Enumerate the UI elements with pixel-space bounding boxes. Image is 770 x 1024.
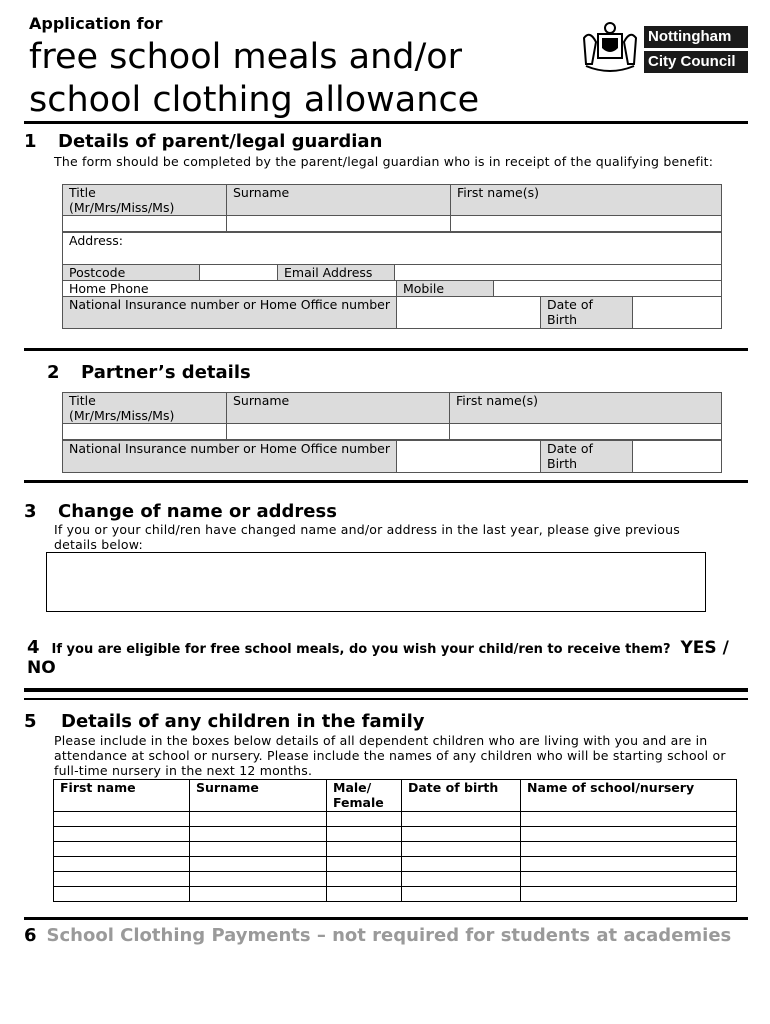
table-row xyxy=(54,842,737,857)
ni-input[interactable] xyxy=(397,441,541,473)
section-number: 3 xyxy=(24,501,37,522)
address-field[interactable]: Address: xyxy=(63,233,722,265)
form-title-line-2: school clothing allowance xyxy=(29,80,480,120)
section-2-heading xyxy=(47,362,251,383)
section-title: Details of any children in the family xyxy=(61,711,425,732)
surname-label: Surname xyxy=(227,185,451,216)
section-6-heading xyxy=(24,924,744,947)
table-row xyxy=(54,872,737,887)
surname-label: Surname xyxy=(227,393,450,424)
section-number: 2 xyxy=(47,362,60,383)
divider xyxy=(24,688,748,692)
parent-ni-table xyxy=(62,296,722,329)
title-input[interactable] xyxy=(63,424,227,440)
section-5-note: Please include in the boxes below details of all dependent children who are living with you and are in attendance at school or nursery. Please include the names of any children who will be starting school or full-time nursery in the next 12 months. xyxy=(54,733,726,778)
form-title xyxy=(29,36,569,122)
council-logo xyxy=(580,20,750,74)
postcode-input[interactable] xyxy=(200,265,278,281)
dob-label: Date of Birth xyxy=(541,297,633,329)
table-row xyxy=(54,857,737,872)
title-label-cell: Title (Mr/Mrs/Miss/Ms) xyxy=(63,185,227,216)
firstname-input[interactable] xyxy=(450,424,722,440)
section-5-heading xyxy=(24,711,424,732)
firstname-label: First name(s) xyxy=(450,393,722,424)
header-date-of-birth: Date of birth xyxy=(402,780,521,812)
table-row xyxy=(54,812,737,827)
ni-label: National Insurance number or Home Office number xyxy=(63,441,397,473)
logo-text-line-2: City Council xyxy=(644,51,748,73)
email-input[interactable] xyxy=(395,265,722,281)
section-title: School Clothing Payments – not required for students at academies xyxy=(46,925,732,946)
header-gender: Male/ Female xyxy=(327,780,402,812)
section-4-question xyxy=(27,637,747,678)
coat-of-arms-icon xyxy=(580,20,640,74)
parent-phone-table xyxy=(62,280,722,297)
dob-label: Date of Birth xyxy=(541,441,633,473)
table-row xyxy=(54,827,737,842)
section-number: 5 xyxy=(24,711,37,732)
parent-details-table xyxy=(62,184,722,232)
ni-label: National Insurance number or Home Office number xyxy=(63,297,397,329)
section-number: 1 xyxy=(24,131,37,152)
section-number: 4 xyxy=(27,637,40,658)
parent-contact-table xyxy=(62,264,722,281)
partner-ni-table xyxy=(62,440,722,473)
section-number: 6 xyxy=(24,925,37,946)
postcode-label: Postcode xyxy=(63,265,200,281)
mobile-label: Mobile xyxy=(397,281,494,297)
firstname-input[interactable] xyxy=(451,216,722,232)
ni-input[interactable] xyxy=(397,297,541,329)
dob-input[interactable] xyxy=(633,441,722,473)
surname-input[interactable] xyxy=(227,216,451,232)
firstname-label: First name(s) xyxy=(451,185,722,216)
section-title: Details of parent/legal guardian xyxy=(58,131,383,152)
title-label-cell: Title (Mr/Mrs/Miss/Ms) xyxy=(63,393,227,424)
divider xyxy=(24,348,748,351)
section-1-note: The form should be completed by the parent/legal guardian who is in receipt of the qualifying benefit: xyxy=(54,154,714,169)
partner-details-table xyxy=(62,392,722,440)
children-table xyxy=(53,779,737,902)
divider xyxy=(24,480,748,483)
dob-input[interactable] xyxy=(633,297,722,329)
section-3-note: If you or your child/ren have changed name and/or address in the last year, please give previous details below: xyxy=(54,522,680,552)
divider xyxy=(24,698,748,700)
previous-details-input[interactable] xyxy=(46,552,706,612)
email-label: Email Address xyxy=(278,265,395,281)
divider xyxy=(24,917,748,920)
parent-address-table xyxy=(62,232,722,265)
section-1-heading xyxy=(24,131,382,152)
table-row xyxy=(54,887,737,902)
mobile-input[interactable] xyxy=(494,281,722,297)
header-first-name: First name xyxy=(54,780,190,812)
form-title-line-1: free school meals and/or xyxy=(29,37,463,77)
section-3-heading xyxy=(24,501,337,522)
question-text: If you are eligible for free school meals, do you wish your child/ren to receive them? xyxy=(51,642,671,657)
surname-input[interactable] xyxy=(227,424,450,440)
header-surname: Surname xyxy=(190,780,327,812)
section-title: Change of name or address xyxy=(58,501,337,522)
section-title: Partner’s details xyxy=(81,362,251,383)
logo-text-line-1: Nottingham xyxy=(644,26,748,48)
home-phone-label: Home Phone xyxy=(63,281,397,297)
title-input[interactable] xyxy=(63,216,227,232)
pre-title: Application for xyxy=(29,14,163,33)
divider xyxy=(24,121,748,124)
children-table-header xyxy=(54,780,737,812)
header-school: Name of school/nursery xyxy=(521,780,737,812)
yes-no-answer[interactable]: YES / NO xyxy=(27,638,729,678)
